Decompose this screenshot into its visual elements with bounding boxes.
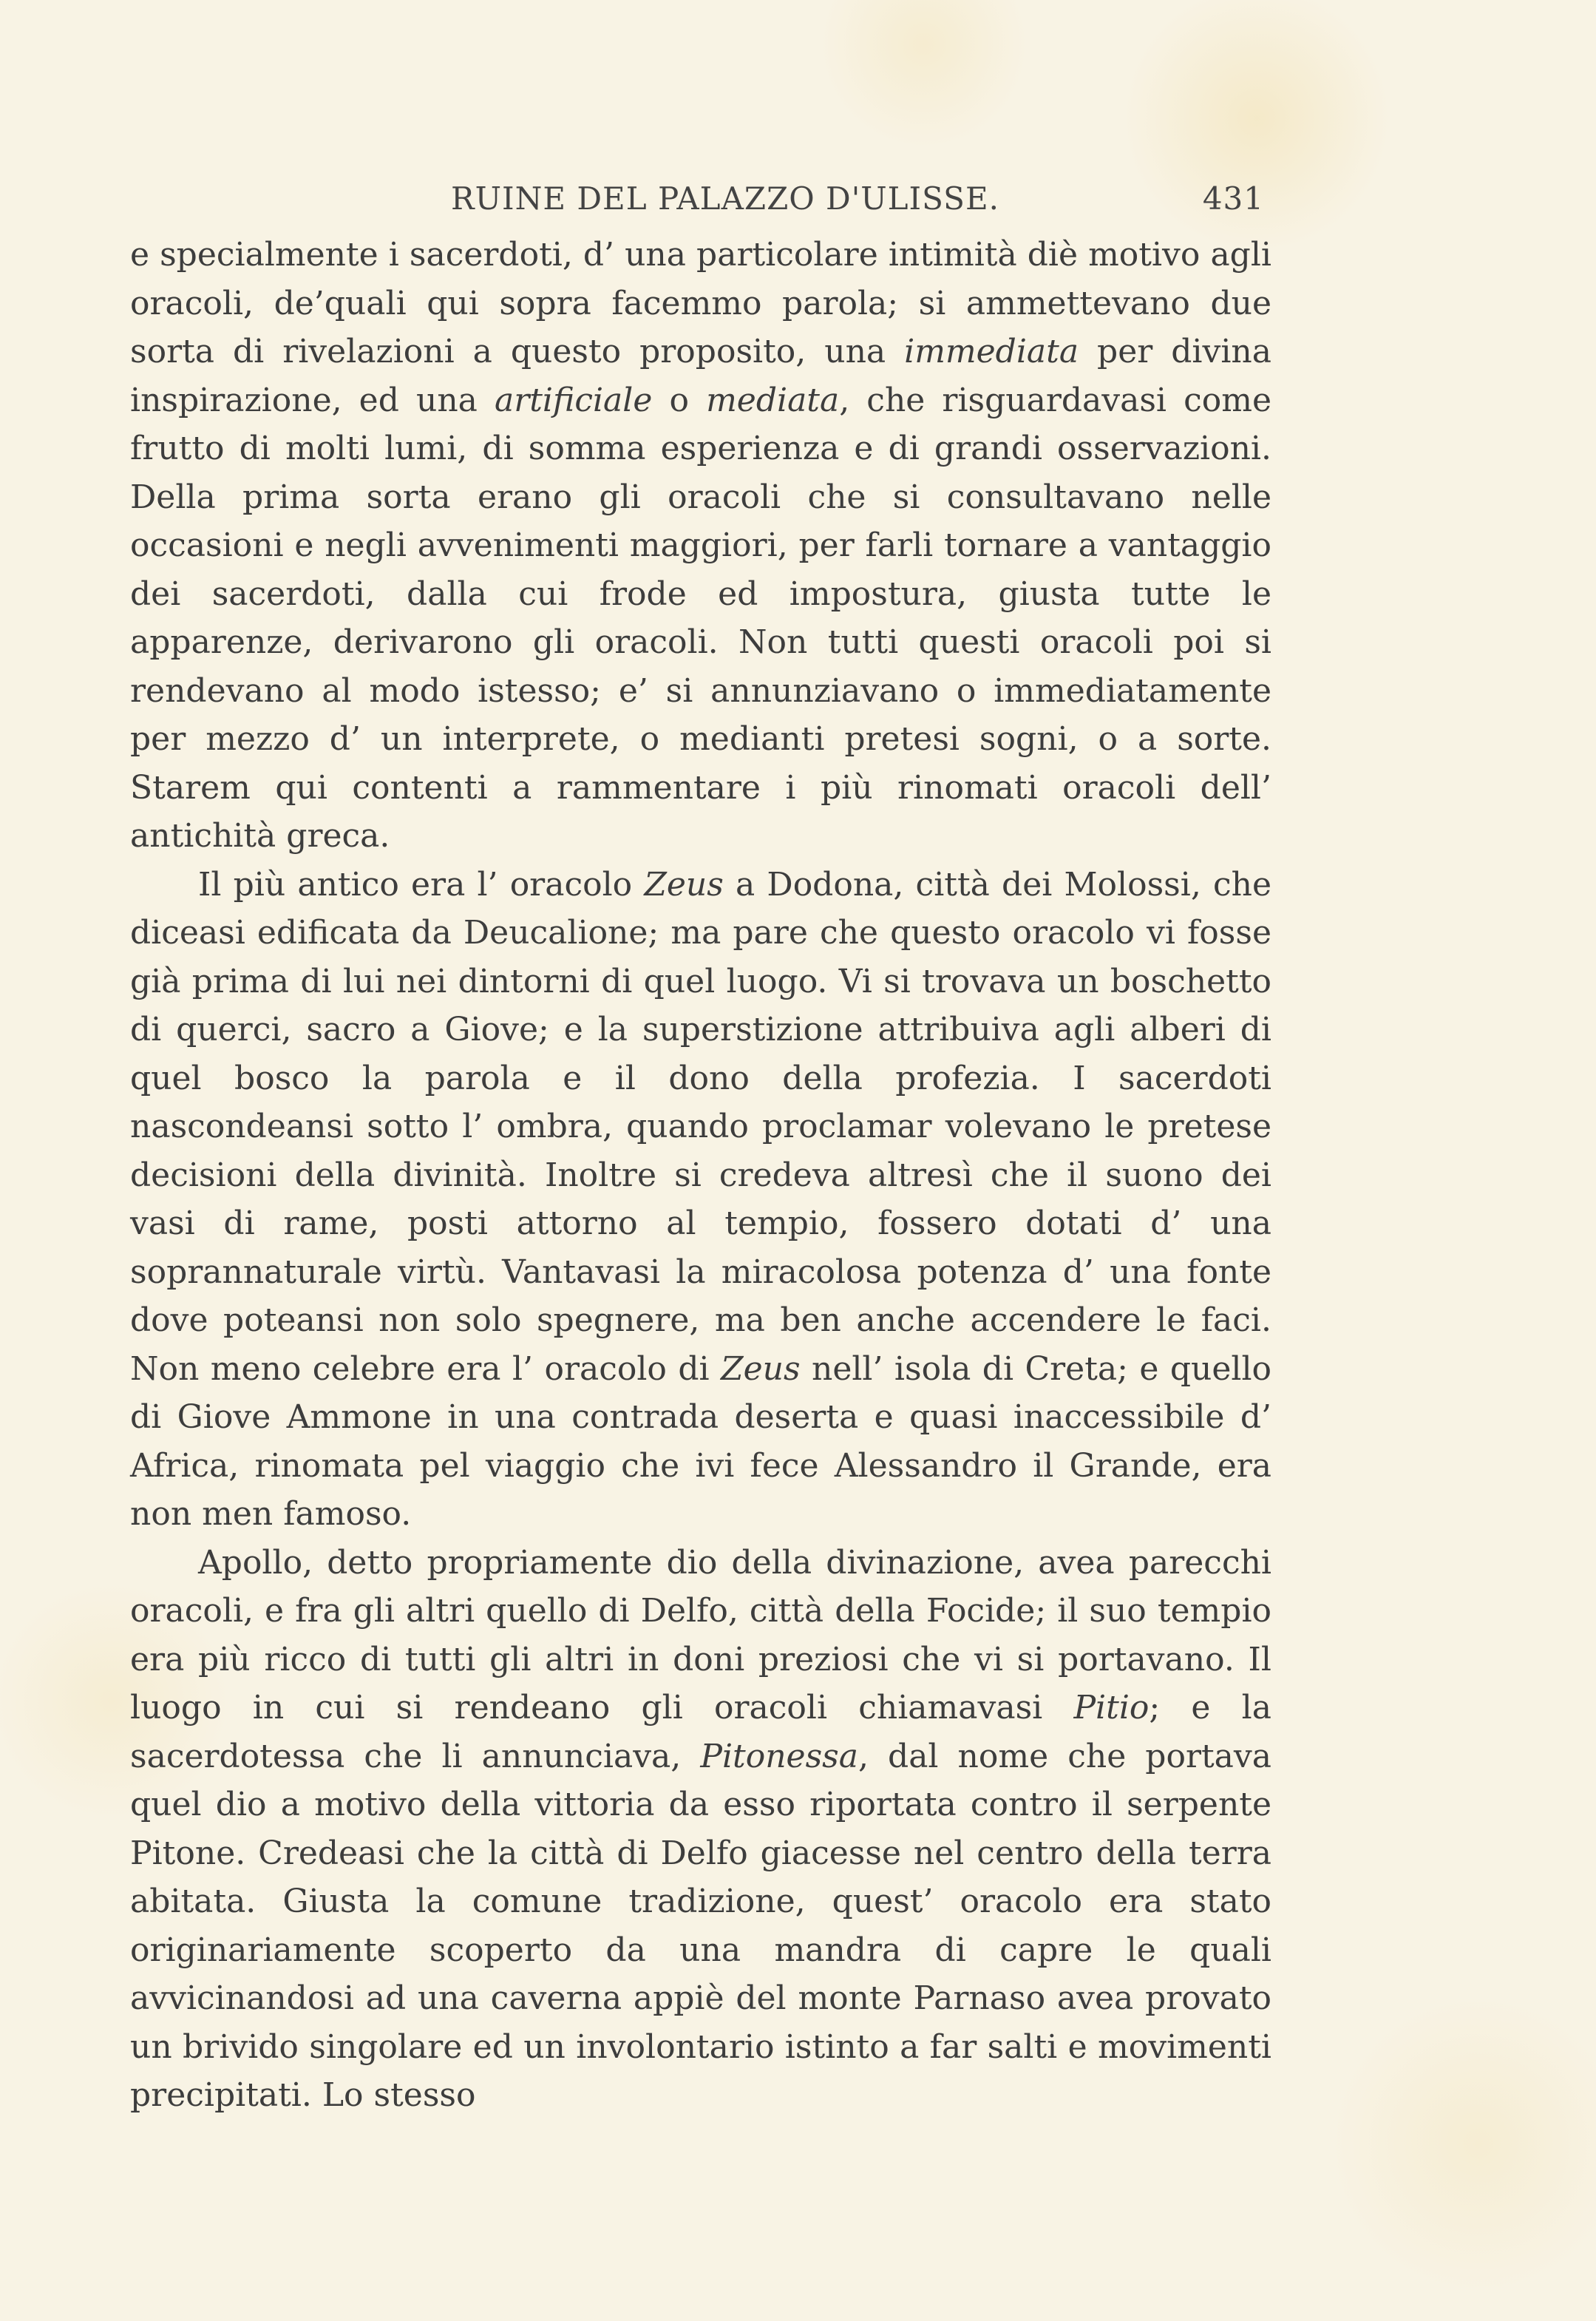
- text-run: e specialmente i sacerdoti, d’ una particolare intimità diè motivo agli oracoli, de’quali qui sopra facemmo parola; si ammettevano due sorta di rivelazioni a questo proposito, una: [130, 236, 1271, 370]
- paragraph-3: [130, 1539, 1271, 2120]
- text-run: a Dodona, città dei Molossi, che diceasi edificata da Deucalione; ma pare che questo oracolo vi fosse già prima di lui nei dintorni di quel luogo. Vi si trovava un boschetto di querci, sacro a Giove; e la superstizione attribuiva agli alberi di quel bosco la parola e il dono della profezia. I sacerdoti nascondeansi sotto l’ ombra, quando proclamar volevano le pretese decisioni della divinità. Inoltre si credeva altresì che il suono dei vasi di rame, posti attorno al tempio, fossero dotati d’ una soprannaturale virtù. Vantavasi la miracolosa potenza d’ una fonte dove poteansi non solo spegnere, ma ben anche accendere le faci. Non meno celebre era l’ oracolo di: [130, 865, 1272, 1388]
- text-run: per divina inspirazione, ed una: [130, 333, 1271, 419]
- page-number: 431: [1202, 180, 1264, 217]
- italic-term: Pitonessa: [700, 1737, 858, 1775]
- running-head: [451, 180, 1264, 225]
- text-run: o: [652, 381, 707, 419]
- text-run: ; e la sacerdotessa che li annunciava,: [130, 1689, 1271, 1775]
- text-run: , che risguardavasi come frutto di molti lumi, di somma esperienza e di grandi osservazioni. Della prima sorta erano gli oracoli che si consultavano nelle occasioni e negli avvenimenti maggiori, per farli tornare a vantaggio dei sacerdoti, dalla cui frode ed impostura, giusta tutte le apparenze, derivarono gli oracoli. Non tutti questi oracoli poi si rendevano al modo istesso; e’ si annunziavano o immediatamente per mezzo d’ un interprete, o medianti pretesi sogni, o a sorte. Starem qui contenti a rammentare i più rinomati oracoli dell’ antichità greca.: [130, 381, 1271, 855]
- body-text: [130, 231, 1271, 2120]
- text-run: Il più antico era l’ oracolo: [198, 865, 645, 904]
- text-run: nell’ isola di Creta; e quello di Giove Ammone in una contrada deserta e quasi inaccessibile d’ Africa, rinomata pel viaggio che ivi fece Alessandro il Grande, era non men famoso.: [130, 1349, 1272, 1533]
- running-title: RUINE DEL PALAZZO D'ULISSE.: [451, 180, 999, 217]
- italic-term: immediata: [904, 333, 1079, 370]
- italic-term: artificiale: [494, 381, 653, 419]
- paragraph-2: [130, 861, 1271, 1539]
- text-run: , dal nome che portava quel dio a motivo della vittoria da esso riportata contro il serpente Pitone. Credeasi che la città di Delfo giacesse nel centro della terra abitata. Giusta la comune tradizione, quest’ oracolo era stato originariamente scoperto da una mandra di capre le quali avvicinandosi ad una caverna appiè del monte Parnaso avea provato un brivido singolare ed un involontario istinto a far salti e movimenti precipitati. Lo stesso: [130, 1737, 1271, 2114]
- italic-term: Zeus: [721, 1349, 801, 1388]
- text-run: Apollo, detto propriamente dio della divinazione, avea parecchi oracoli, e fra gli altri quello di Delfo, città della Focide; il suo tempio era più ricco di tutti gli altri in doni preziosi che vi si portavano. Il luogo in cui si rendeano gli oracoli chiamavasi: [130, 1543, 1271, 1727]
- paragraph-1: [130, 231, 1271, 861]
- italic-term: mediata: [706, 381, 840, 419]
- italic-term: Zeus: [644, 865, 724, 904]
- italic-term: Pitio: [1073, 1689, 1150, 1727]
